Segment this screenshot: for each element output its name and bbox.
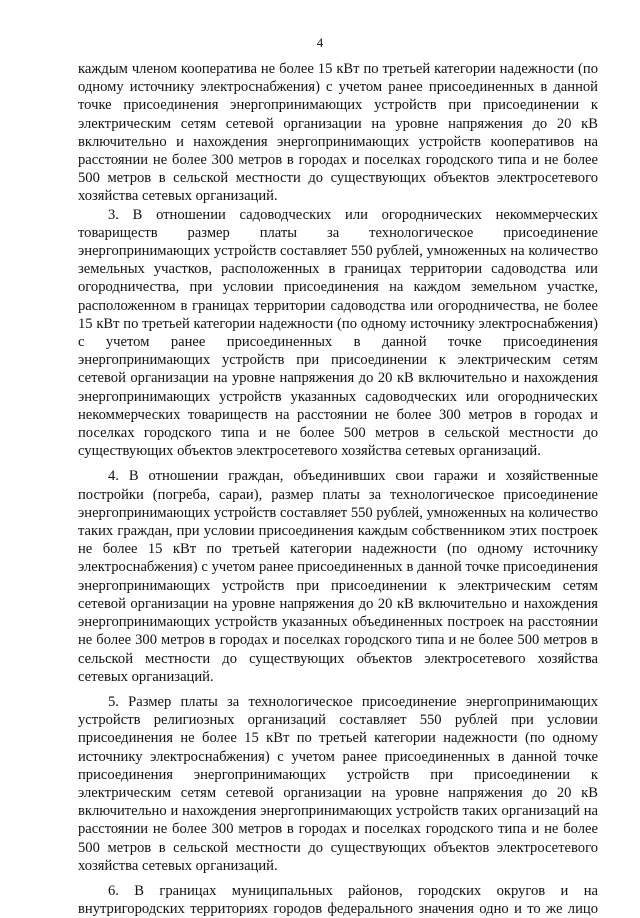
paragraph-continuation: каждым членом кооператива не более 15 кВт по третьей категории надежности (по одному источнику электроснабжения) с учетом ранее присоединенных в данной точке присоединения энергопринимающих устройств при присоединении к электрическим сетям сетевой организации на уровне напряжения до 20 кВ включительно и нахождения энергопринимающих устройств кооперативов на расстоянии не более 300 метров в городах и поселках городского типа и не более 500 метров в сельской местности до существующих объектов электросетевого хозяйства сетевых организаций.: [78, 61, 598, 205]
page-number: 4: [316, 35, 324, 50]
document-body: [78, 60, 598, 918]
paragraph-4: 4. В отношении граждан, объединивших свои гаражи и хозяйственные постройки (погреба, сараи), размер платы за технологическое присоединение энергопринимающих устройств составляет 550 рублей, умноженных на количество таких граждан, при условии присоединения каждым собственником этих построек не более 15 кВт по третьей категории надежности (по одному источнику электроснабжения) с учетом ранее присоединенных в данной точке присоединения энергопринимающих устройств при присоединении к электрическим сетям сетевой организации на уровне напряжения до 20 кВ включительно и нахождения энергопринимающих устройств указанных объединенных построек на расстоянии не более 300 метров в городах и поселках городского типа и не более 500 метров в сельской местности до существующих объектов электросетевого хозяйства сетевых организаций.: [78, 468, 598, 685]
paragraph-3: 3. В отношении садоводческих или огороднических некоммерческих товариществ размер платы за технологическое присоединение энергопринимающих устройств составляет 550 рублей, умноженных на количество земельных участков, расположенных в границах территории садоводства или огородничества, при условии присоединения на каждом земельном участке, расположенном в границах территории садоводства или огородничества, не более 15 кВт по третьей категории надежности (по одному источнику электроснабжения) с учетом ранее присоединенных в данной точке присоединения энергопринимающих устройств при присоединении к электрическим сетям сетевой организации на уровне напряжения до 20 кВ включительно и нахождения энергопринимающих устройств указанных садоводческих или огороднических некоммерческих товариществ на расстоянии не более 300 метров в городах и поселках городского типа и не более 500 метров в сельской местности до существующих объектов электросетевого хозяйства сетевых организаций.: [78, 206, 598, 460]
paragraph-6: 6. В границах муниципальных районов, городских округов и на внутригородских территориях городов федерального значения одно и то же лицо: [78, 882, 598, 918]
paragraph-5: 5. Размер платы за технологическое присоединение энергопринимающих устройств религиозных организаций составляет 550 рублей при условии присоединения не более 15 кВт по третьей категории надежности (по одному источнику электроснабжения) с учетом ранее присоединенных в данной точке присоединения энергопринимающих устройств при присоединении к электрическим сетям сетевой организации на уровне напряжения до 20 кВ включительно и нахождения энергопринимающих устройств таких организаций на расстоянии не более 300 метров в городах и поселках городского типа и не более 500 метров в сельской местности до существующих объектов электросетевого хозяйства сетевых организаций.: [78, 693, 598, 874]
